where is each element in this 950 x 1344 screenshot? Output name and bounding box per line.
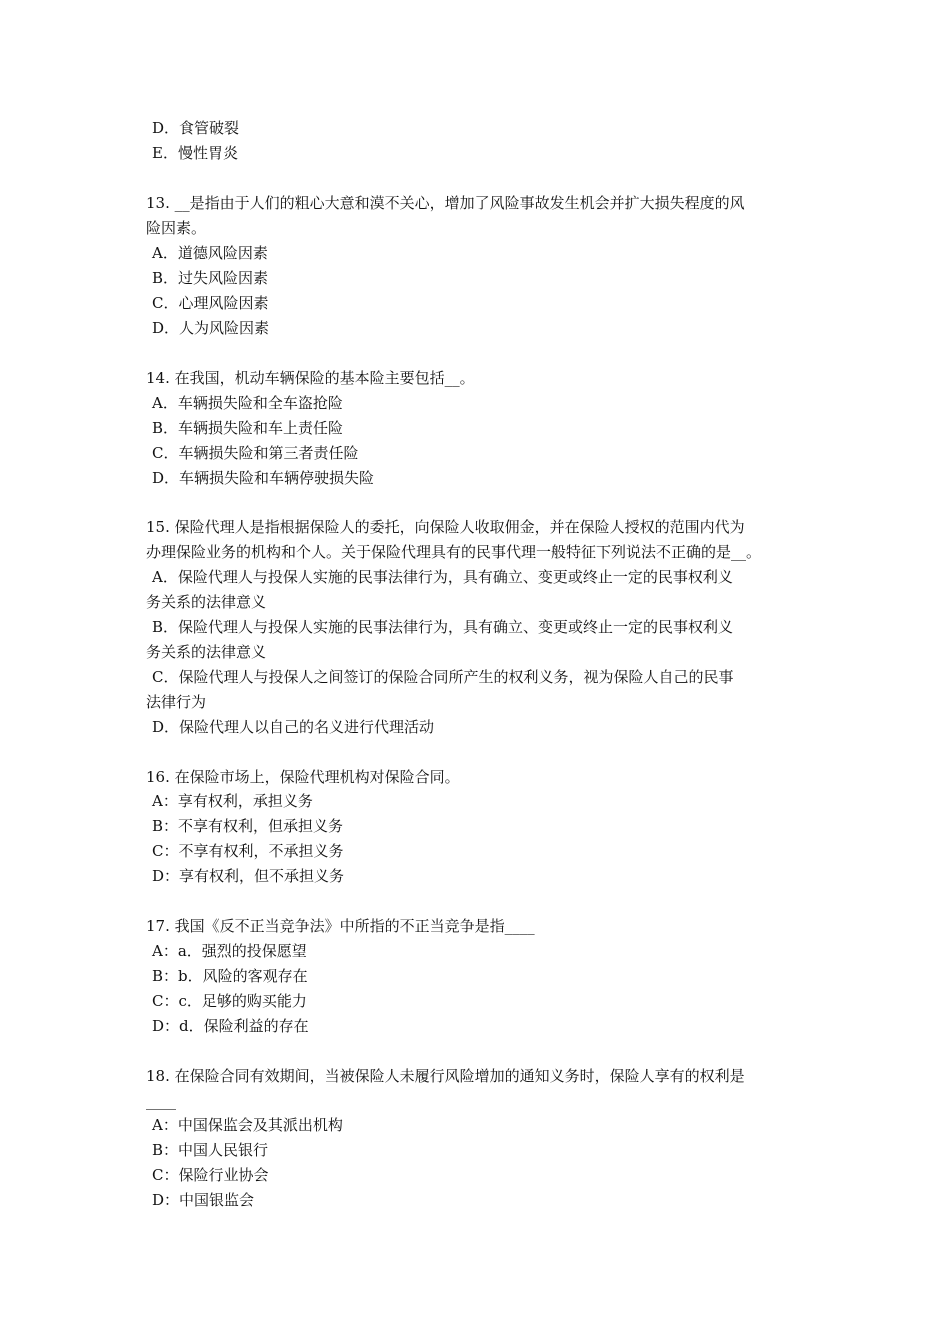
q15-option-b-line2: 务关系的法律意义 <box>146 643 267 661</box>
prev-option-e: E．慢性胃炎 <box>152 144 238 162</box>
q13-option-c: C．心理风险因素 <box>152 294 269 312</box>
q18-option-b: B：中国人民银行 <box>152 1141 269 1159</box>
q18-option-c: C：保险行业协会 <box>152 1166 269 1184</box>
q15-option-a-line1: A．保险代理人与投保人实施的民事法律行为，具有确立、变更或终止一定的民事权利义 <box>152 568 733 586</box>
q18-option-a: A：中国保监会及其派出机构 <box>152 1116 343 1134</box>
q17-option-d: D：d．保险利益的存在 <box>152 1017 309 1035</box>
q16-option-a: A：享有权利，承担义务 <box>152 792 313 810</box>
q17-option-a: A：a．强烈的投保愿望 <box>152 942 307 960</box>
q13-option-d: D．人为风险因素 <box>152 319 270 337</box>
q13-option-a: A．道德风险因素 <box>152 244 268 262</box>
q15-option-a-line2: 务关系的法律意义 <box>146 593 267 611</box>
q16-stem: 16. 在保险市场上，保险代理机构对保险合同。 <box>146 768 460 786</box>
prev-option-d: D．食管破裂 <box>152 119 240 137</box>
q15-option-d: D．保险代理人以自己的名义进行代理活动 <box>152 718 435 736</box>
q15-option-b-line1: B．保险代理人与投保人实施的民事法律行为，具有确立、变更或终止一定的民事权利义 <box>152 618 734 636</box>
q15-option-c-line2: 法律行为 <box>146 693 207 711</box>
q17-option-b: B：b．风险的客观存在 <box>152 967 308 985</box>
q14-stem: 14. 在我国，机动车辆保险的基本险主要包括__。 <box>146 369 475 387</box>
q14-option-c: C．车辆损失险和第三者责任险 <box>152 444 359 462</box>
q13-option-b: B．过失风险因素 <box>152 269 269 287</box>
q15-stem-line1: 15. 保险代理人是指根据保险人的委托，向保险人收取佣金，并在保险人授权的范围内代为 <box>146 518 745 536</box>
q18-stem-line1: 18. 在保险合同有效期间，当被保险人未履行风险增加的通知义务时，保险人享有的权利是 <box>146 1067 745 1085</box>
q16-option-d: D：享有权利，但不承担义务 <box>152 867 345 885</box>
q16-option-b: B：不享有权利，但承担义务 <box>152 817 344 835</box>
q14-option-b: B．车辆损失险和车上责任险 <box>152 419 344 437</box>
q14-option-d: D．车辆损失险和车辆停驶损失险 <box>152 469 375 487</box>
q16-option-c: C：不享有权利，不承担义务 <box>152 842 344 860</box>
q15-stem-line2: 办理保险业务的机构和个人。关于保险代理具有的民事代理一般特征下列说法不正确的是__。 <box>146 543 762 561</box>
q18-stem-line2: ____ <box>146 1092 176 1110</box>
q18-option-d: D：中国银监会 <box>152 1191 255 1209</box>
q17-stem: 17. 我国《反不正当竞争法》中所指的不正当竞争是指____ <box>146 917 535 935</box>
q13-stem-line1: 13. __是指由于人们的粗心大意和漠不关心，增加了风险事故发生机会并扩大损失程度的风 <box>146 194 745 212</box>
q15-option-c-line1: C．保险代理人与投保人之间签订的保险合同所产生的权利义务，视为保险人自己的民事 <box>152 668 734 686</box>
q17-option-c: C：c．足够的购买能力 <box>152 992 307 1010</box>
q13-stem-line2: 险因素。 <box>146 219 207 237</box>
q14-option-a: A．车辆损失险和全车盗抢险 <box>152 394 343 412</box>
